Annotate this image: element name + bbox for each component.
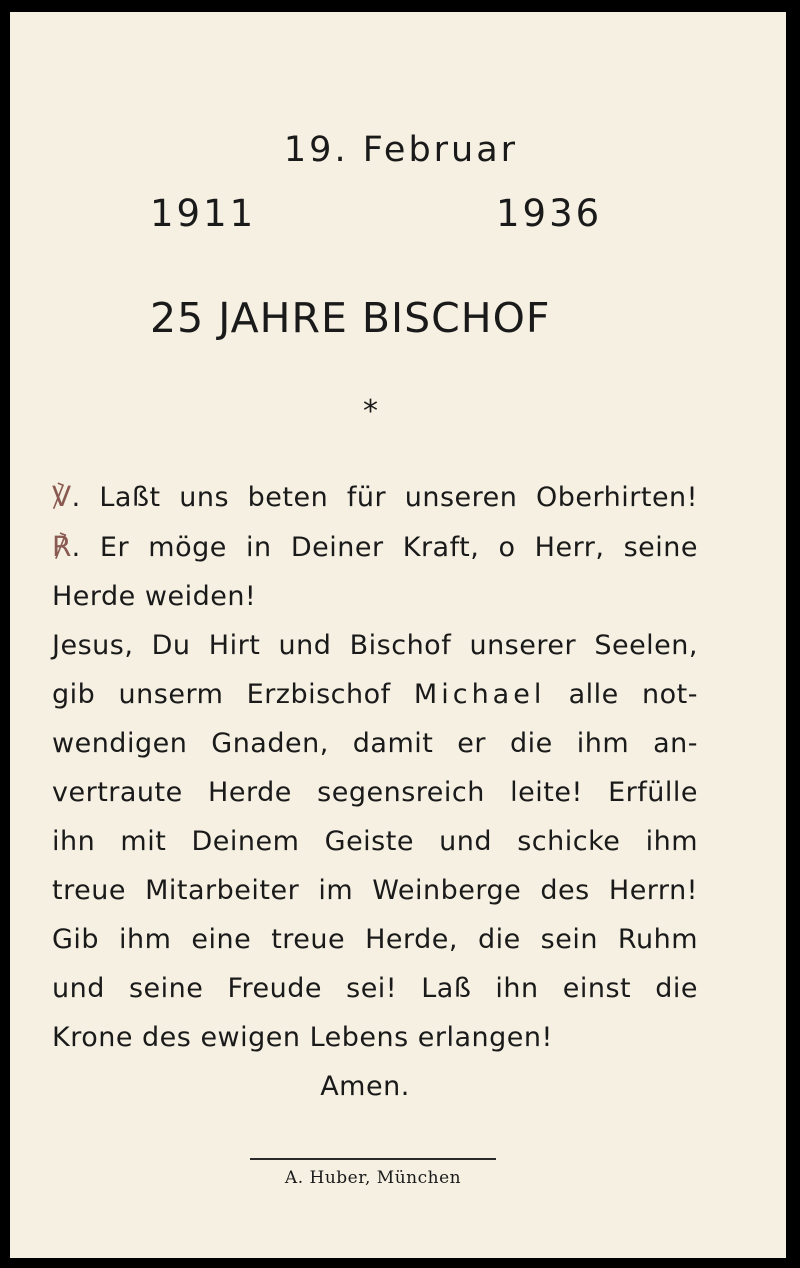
prayer-text-segment: alle not- — [568, 679, 698, 710]
versicle-line — [52, 472, 698, 522]
versicle-mark: ℣ — [52, 480, 72, 513]
response-mark: ℟ — [52, 530, 72, 563]
prayer-line: ihn mit Deinem Geiste und schicke ihm — [52, 826, 698, 857]
anniversary-title: 25 JAHRE BISCHOF — [150, 294, 551, 342]
prayer-card — [10, 12, 786, 1258]
year-start: 1911 — [150, 192, 257, 235]
prayer-line: vertraute Herde segensreich leite! Erfülle — [52, 777, 698, 808]
response-text: . Er möge in Deiner Kraft, o Herr, seine — [71, 532, 698, 563]
asterisk-ornament: * — [363, 394, 378, 429]
versicle-text: . Laßt uns beten für unseren Oberhirten! — [71, 482, 698, 513]
prayer-line: Jesus, Du Hirt und Bischof unserer Seelen, — [52, 630, 698, 661]
response-line — [52, 522, 698, 572]
publisher-imprint: A. Huber, München — [284, 1168, 462, 1188]
year-end: 1936 — [496, 192, 603, 235]
prayer-line: treue Mitarbeiter im Weinberge des Herrn! — [52, 875, 698, 906]
prayer-text-segment: gib unserm Erzbischof — [52, 679, 391, 710]
prayer-line: Krone des ewigen Lebens erlangen! — [52, 1022, 553, 1053]
prayer-line: und seine Freude sei! Laß ihn einst die — [52, 973, 698, 1004]
amen-closing: Amen. — [320, 1071, 410, 1102]
prayer-line: wendigen Gnaden, damit er die ihm an- — [52, 728, 698, 759]
prayer-line — [52, 670, 698, 719]
date-heading: 19. Februar — [283, 130, 519, 170]
prayer-line: Gib ihm eine treue Herde, die sein Ruhm — [52, 924, 698, 955]
prayer-text — [52, 472, 698, 1111]
archbishop-name: Michael — [413, 679, 546, 710]
response-line-2: Herde weiden! — [52, 581, 257, 612]
footer-divider — [250, 1158, 496, 1160]
